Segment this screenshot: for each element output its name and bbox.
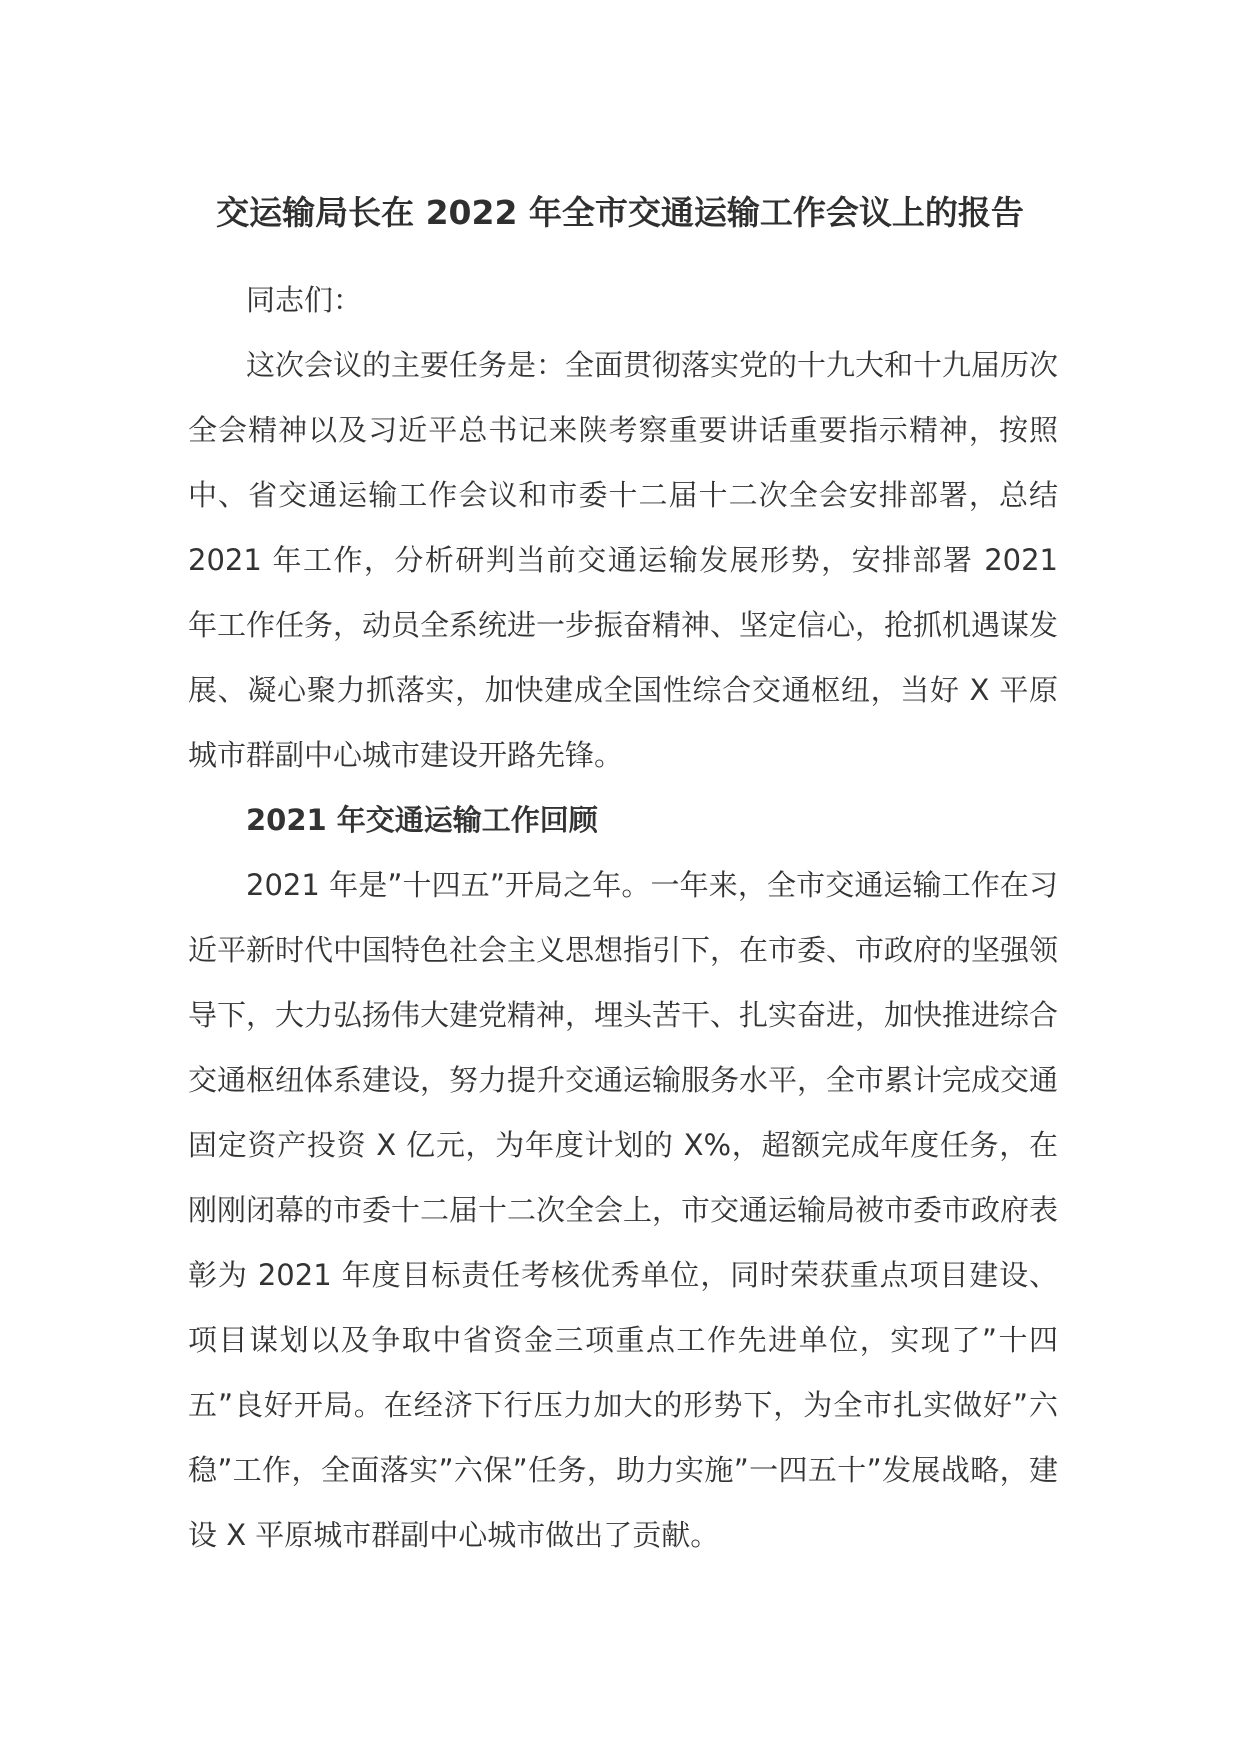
document-body	[188, 268, 1058, 1568]
section-heading: 2021 年交通运输工作回顾	[246, 803, 598, 837]
document-title: 交运输局长在 2022 年全市交通运输工作会议上的报告	[216, 193, 1024, 232]
paragraph-intro: 这次会议的主要任务是：全面贯彻落实党的十九大和十九届历次全会精神以及习近平总书记来陕考察重要讲话重要指示精神，按照中、省交通运输工作会议和市委十二届十二次全会安排部署，总结 2021 年工作，分析研判当前交通运输发展形势，安排部署 2021 年工作任务，动员全系统进一步振奋精神、坚定信心，抢抓机遇谋发展、凝心聚力抓落实，加快建成全国性综合交通枢纽，当好 X 平原城市群副中心城市建设开路先锋。	[188, 348, 1059, 772]
salutation: 同志们：	[246, 283, 363, 317]
paragraph-review: 2021 年是”十四五”开局之年。一年来，全市交通运输工作在习近平新时代中国特色社会主义思想指引下，在市委、市政府的坚强领导下，大力弘扬伟大建党精神，埋头苦干、扎实奋进，加快推进综合交通枢纽体系建设，努力提升交通运输服务水平，全市累计完成交通固定资产投资 X 亿元，为年度计划的 X%，超额完成年度任务，在刚刚闭幕的市委十二届十二次全会上，市交通运输局被市委市政府表彰为 2021 年度目标责任考核优秀单位，同时荣获重点项目建设、项目谋划以及争取中省资金三项重点工作先进单位，实现了”十四五”良好开局。在经济下行压力加大的形势下，为全市扎实做好”六稳”工作，全面落实”六保”任务，助力实施”一四五十”发展战略，建设 X 平原城市群副中心城市做出了贡献。	[188, 868, 1059, 1552]
